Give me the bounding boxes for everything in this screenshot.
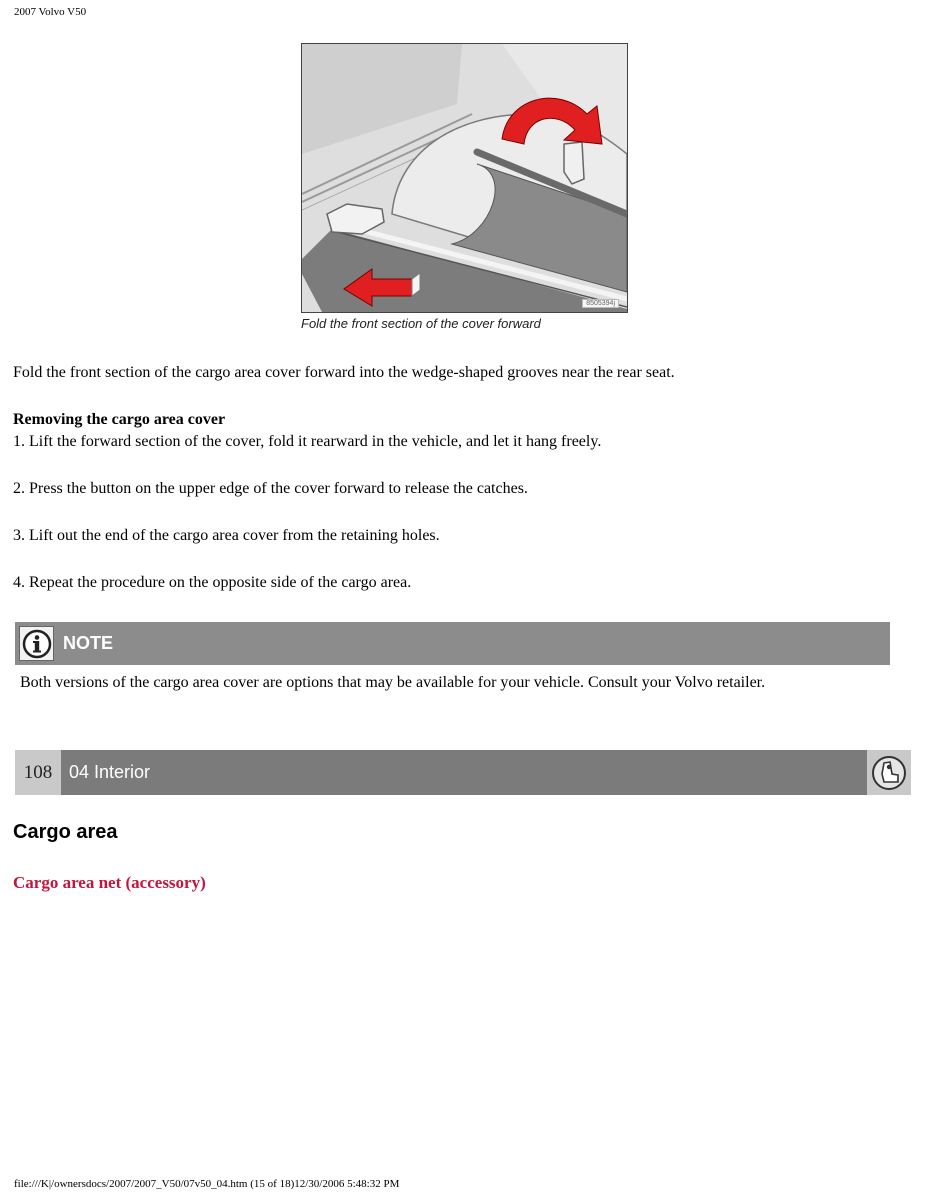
document-header: 2007 Volvo V50	[14, 6, 87, 18]
figure-caption: Fold the front section of the cover forward	[301, 316, 541, 331]
cargo-area-net-link[interactable]: Cargo area net (accessory)	[13, 873, 206, 892]
info-icon	[19, 626, 54, 661]
note-bar	[15, 622, 890, 665]
document-footer: file:///K|/ownersdocs/2007/2007_V50/07v50_04.htm (15 of 18)12/30/2006 5:48:32 PM	[14, 1178, 400, 1190]
subheading-removing-cover: Removing the cargo area cover	[13, 411, 226, 428]
step-3: 3. Lift out the end of the cargo area cover from the retaining holes.	[13, 527, 440, 544]
section-title: 04 Interior	[69, 762, 151, 782]
intro-paragraph: Fold the front section of the cargo area cover forward into the wedge-shaped grooves near the rear seat.	[13, 364, 675, 381]
seat-icon	[867, 750, 911, 795]
figure-code: 8505394j	[582, 299, 619, 308]
note-label: NOTE	[63, 633, 114, 653]
step-2: 2. Press the button on the upper edge of the cover forward to release the catches.	[13, 480, 528, 497]
cargo-area-heading: Cargo area	[13, 821, 118, 843]
figure	[301, 43, 628, 331]
note-text: Both versions of the cargo area cover are options that may be available for your vehicle. Consult your Volvo retailer.	[20, 674, 766, 691]
section-bar	[15, 750, 911, 795]
step-4: 4. Repeat the procedure on the opposite side of the cargo area.	[13, 574, 412, 591]
cargo-cover-illustration	[301, 43, 628, 313]
page-number: 108	[15, 750, 61, 795]
step-1: 1. Lift the forward section of the cover, fold it rearward in the vehicle, and let it hang freely.	[13, 433, 602, 450]
